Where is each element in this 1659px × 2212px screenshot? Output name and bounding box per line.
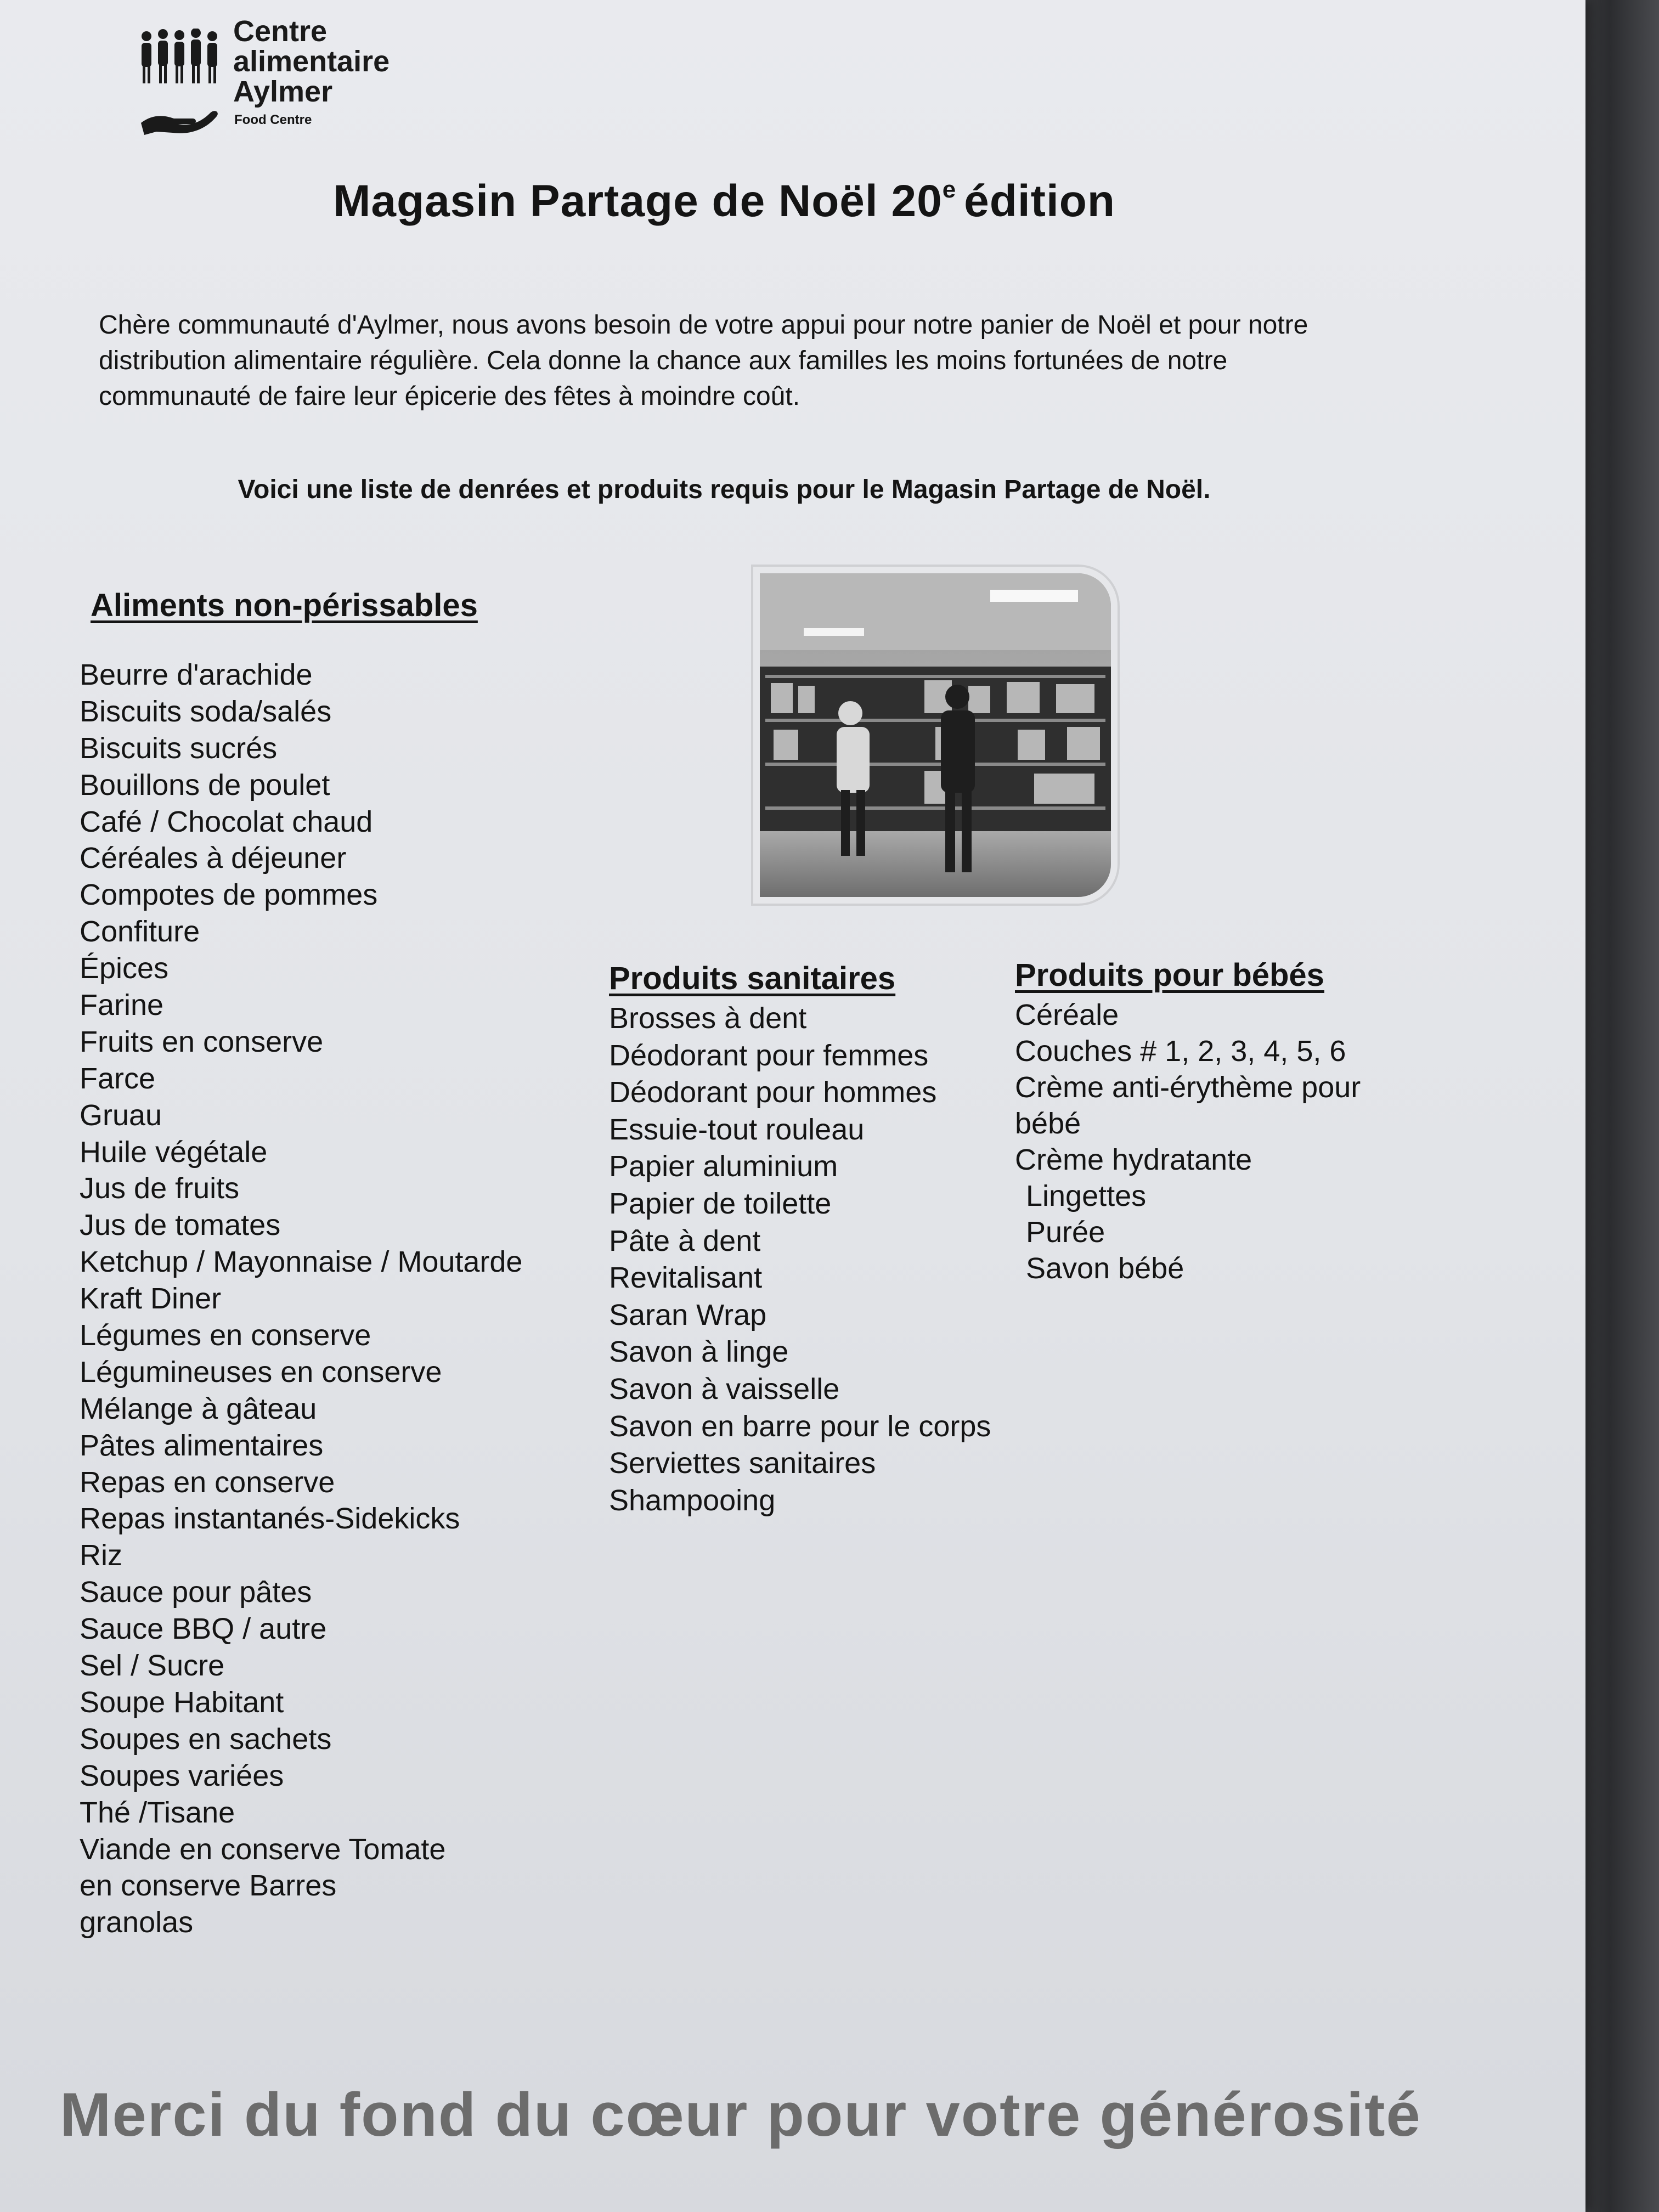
- list-item: Couches # 1, 2, 3, 4, 5, 6: [1015, 1035, 1346, 1068]
- logo-line-3: Aylmer: [233, 75, 333, 108]
- list-item: Soupes en sachets: [80, 1722, 332, 1756]
- list-item: Lingettes: [1026, 1180, 1147, 1212]
- list-item: Thé /Tisane: [80, 1796, 235, 1829]
- hand-icon: [140, 99, 222, 137]
- page-title: [0, 176, 1448, 227]
- list-item: granolas: [80, 1906, 194, 1939]
- list-item: Essuie-tout rouleau: [609, 1113, 865, 1146]
- logo-name: [233, 16, 390, 107]
- baby-heading: Produits pour bébés: [1015, 957, 1324, 993]
- food-centre-logo: [140, 16, 392, 137]
- list-item: Pâte à dent: [609, 1224, 761, 1257]
- logo-line-1: Centre: [233, 15, 328, 48]
- list-item: Papier aluminium: [609, 1150, 838, 1183]
- list-item: Bouillons de poulet: [80, 768, 330, 802]
- food-column: [80, 587, 523, 1941]
- baby-column: [1015, 957, 1399, 1286]
- sanitary-list: [609, 1000, 991, 1519]
- list-item: Repas instantanés-Sidekicks: [80, 1502, 460, 1536]
- store-photo: [760, 573, 1111, 897]
- list-item: Riz: [80, 1539, 122, 1572]
- logo-line-2: alimentaire: [233, 45, 390, 78]
- title-superscript: e: [942, 176, 957, 203]
- list-item: Brosses à dent: [609, 1002, 807, 1035]
- list-item: Pâtes alimentaires: [80, 1429, 324, 1462]
- list-item: Déodorant pour hommes: [609, 1076, 937, 1109]
- sanitary-heading: Produits sanitaires: [609, 961, 896, 996]
- list-item: Déodorant pour femmes: [609, 1039, 929, 1072]
- list-item: Biscuits sucrés: [80, 731, 278, 765]
- baby-list: [1015, 997, 1399, 1286]
- people-icon: [140, 29, 222, 89]
- list-item: Légumes en conserve: [80, 1319, 371, 1352]
- list-item: Farce: [80, 1062, 156, 1095]
- list-item: Légumineuses en conserve: [80, 1355, 442, 1389]
- logo-subtitle: Food Centre: [234, 112, 312, 127]
- list-item: Savon bébé: [1026, 1252, 1184, 1285]
- list-item: Gruau: [80, 1098, 162, 1132]
- food-list: [80, 657, 522, 1941]
- intro-paragraph: Chère communauté d'Aylmer, nous avons besoin de votre appui pour notre panier de Noël et pour notre distribution alimentaire régulière. Cela donne la chance aux familles les moins fortunées de notre communauté de faire leur épicerie des fêtes à moindre coût.: [99, 311, 1308, 411]
- list-item: Céréales à déjeuner: [80, 842, 347, 875]
- list-item: Jus de fruits: [80, 1172, 240, 1205]
- list-item: Papier de toilette: [609, 1187, 832, 1220]
- list-item: Confiture: [80, 915, 200, 949]
- list-item: Beurre d'arachide: [80, 658, 313, 691]
- list-item: Compotes de pommes: [80, 878, 378, 912]
- list-item: Serviettes sanitaires: [609, 1447, 876, 1480]
- list-item: Kraft Diner: [80, 1282, 222, 1316]
- list-item: Céréale: [1015, 998, 1119, 1031]
- list-item: Sauce pour pâtes: [80, 1576, 312, 1609]
- list-item: Repas en conserve: [80, 1465, 335, 1499]
- list-item: Revitalisant: [609, 1261, 763, 1295]
- list-item: Mélange à gâteau: [80, 1392, 317, 1425]
- thank-you-message: Merci du fond du cœur pour votre générosité: [60, 2080, 1421, 2149]
- list-item: Crème hydratante: [1015, 1143, 1252, 1176]
- list-item: Purée: [1026, 1216, 1105, 1249]
- store-photo-image: [760, 573, 1111, 897]
- food-heading: Aliments non-périssables: [91, 588, 478, 623]
- list-item: Biscuits soda/salés: [80, 695, 332, 728]
- list-item: Jus de tomates: [80, 1209, 281, 1242]
- list-item: Soupes variées: [80, 1759, 284, 1792]
- list-item: Sauce BBQ / autre: [80, 1612, 327, 1646]
- list-item: Savon en barre pour le corps: [609, 1409, 991, 1443]
- list-item: Saran Wrap: [609, 1298, 767, 1331]
- list-item: en conserve Barres: [80, 1869, 337, 1903]
- list-item: Sel / Sucre: [80, 1649, 225, 1683]
- list-item: Fruits en conserve: [80, 1025, 324, 1058]
- table-background: [1577, 0, 1659, 2212]
- sanitary-column: [609, 960, 991, 1519]
- list-item: Ketchup / Mayonnaise / Moutarde: [80, 1245, 523, 1279]
- list-item: Viande en conserve Tomate: [80, 1832, 446, 1866]
- request-sentence: Voici une liste de denrées et produits requis pour le Magasin Partage de Noël.: [238, 475, 1211, 504]
- list-item: Shampooing: [609, 1483, 776, 1517]
- list-item: Crème anti-érythème pour bébé: [1015, 1071, 1361, 1140]
- list-item: Café / Chocolat chaud: [80, 805, 373, 838]
- list-item: Farine: [80, 989, 164, 1022]
- list-item: Huile végétale: [80, 1135, 268, 1169]
- list-item: Savon à vaisselle: [609, 1372, 840, 1406]
- title-main: Magasin Partage de Noël 20: [333, 176, 943, 226]
- list-item: Épices: [80, 952, 169, 985]
- list-item: Savon à linge: [609, 1335, 789, 1369]
- list-item: Soupe Habitant: [80, 1685, 284, 1719]
- title-rest: édition: [964, 176, 1115, 226]
